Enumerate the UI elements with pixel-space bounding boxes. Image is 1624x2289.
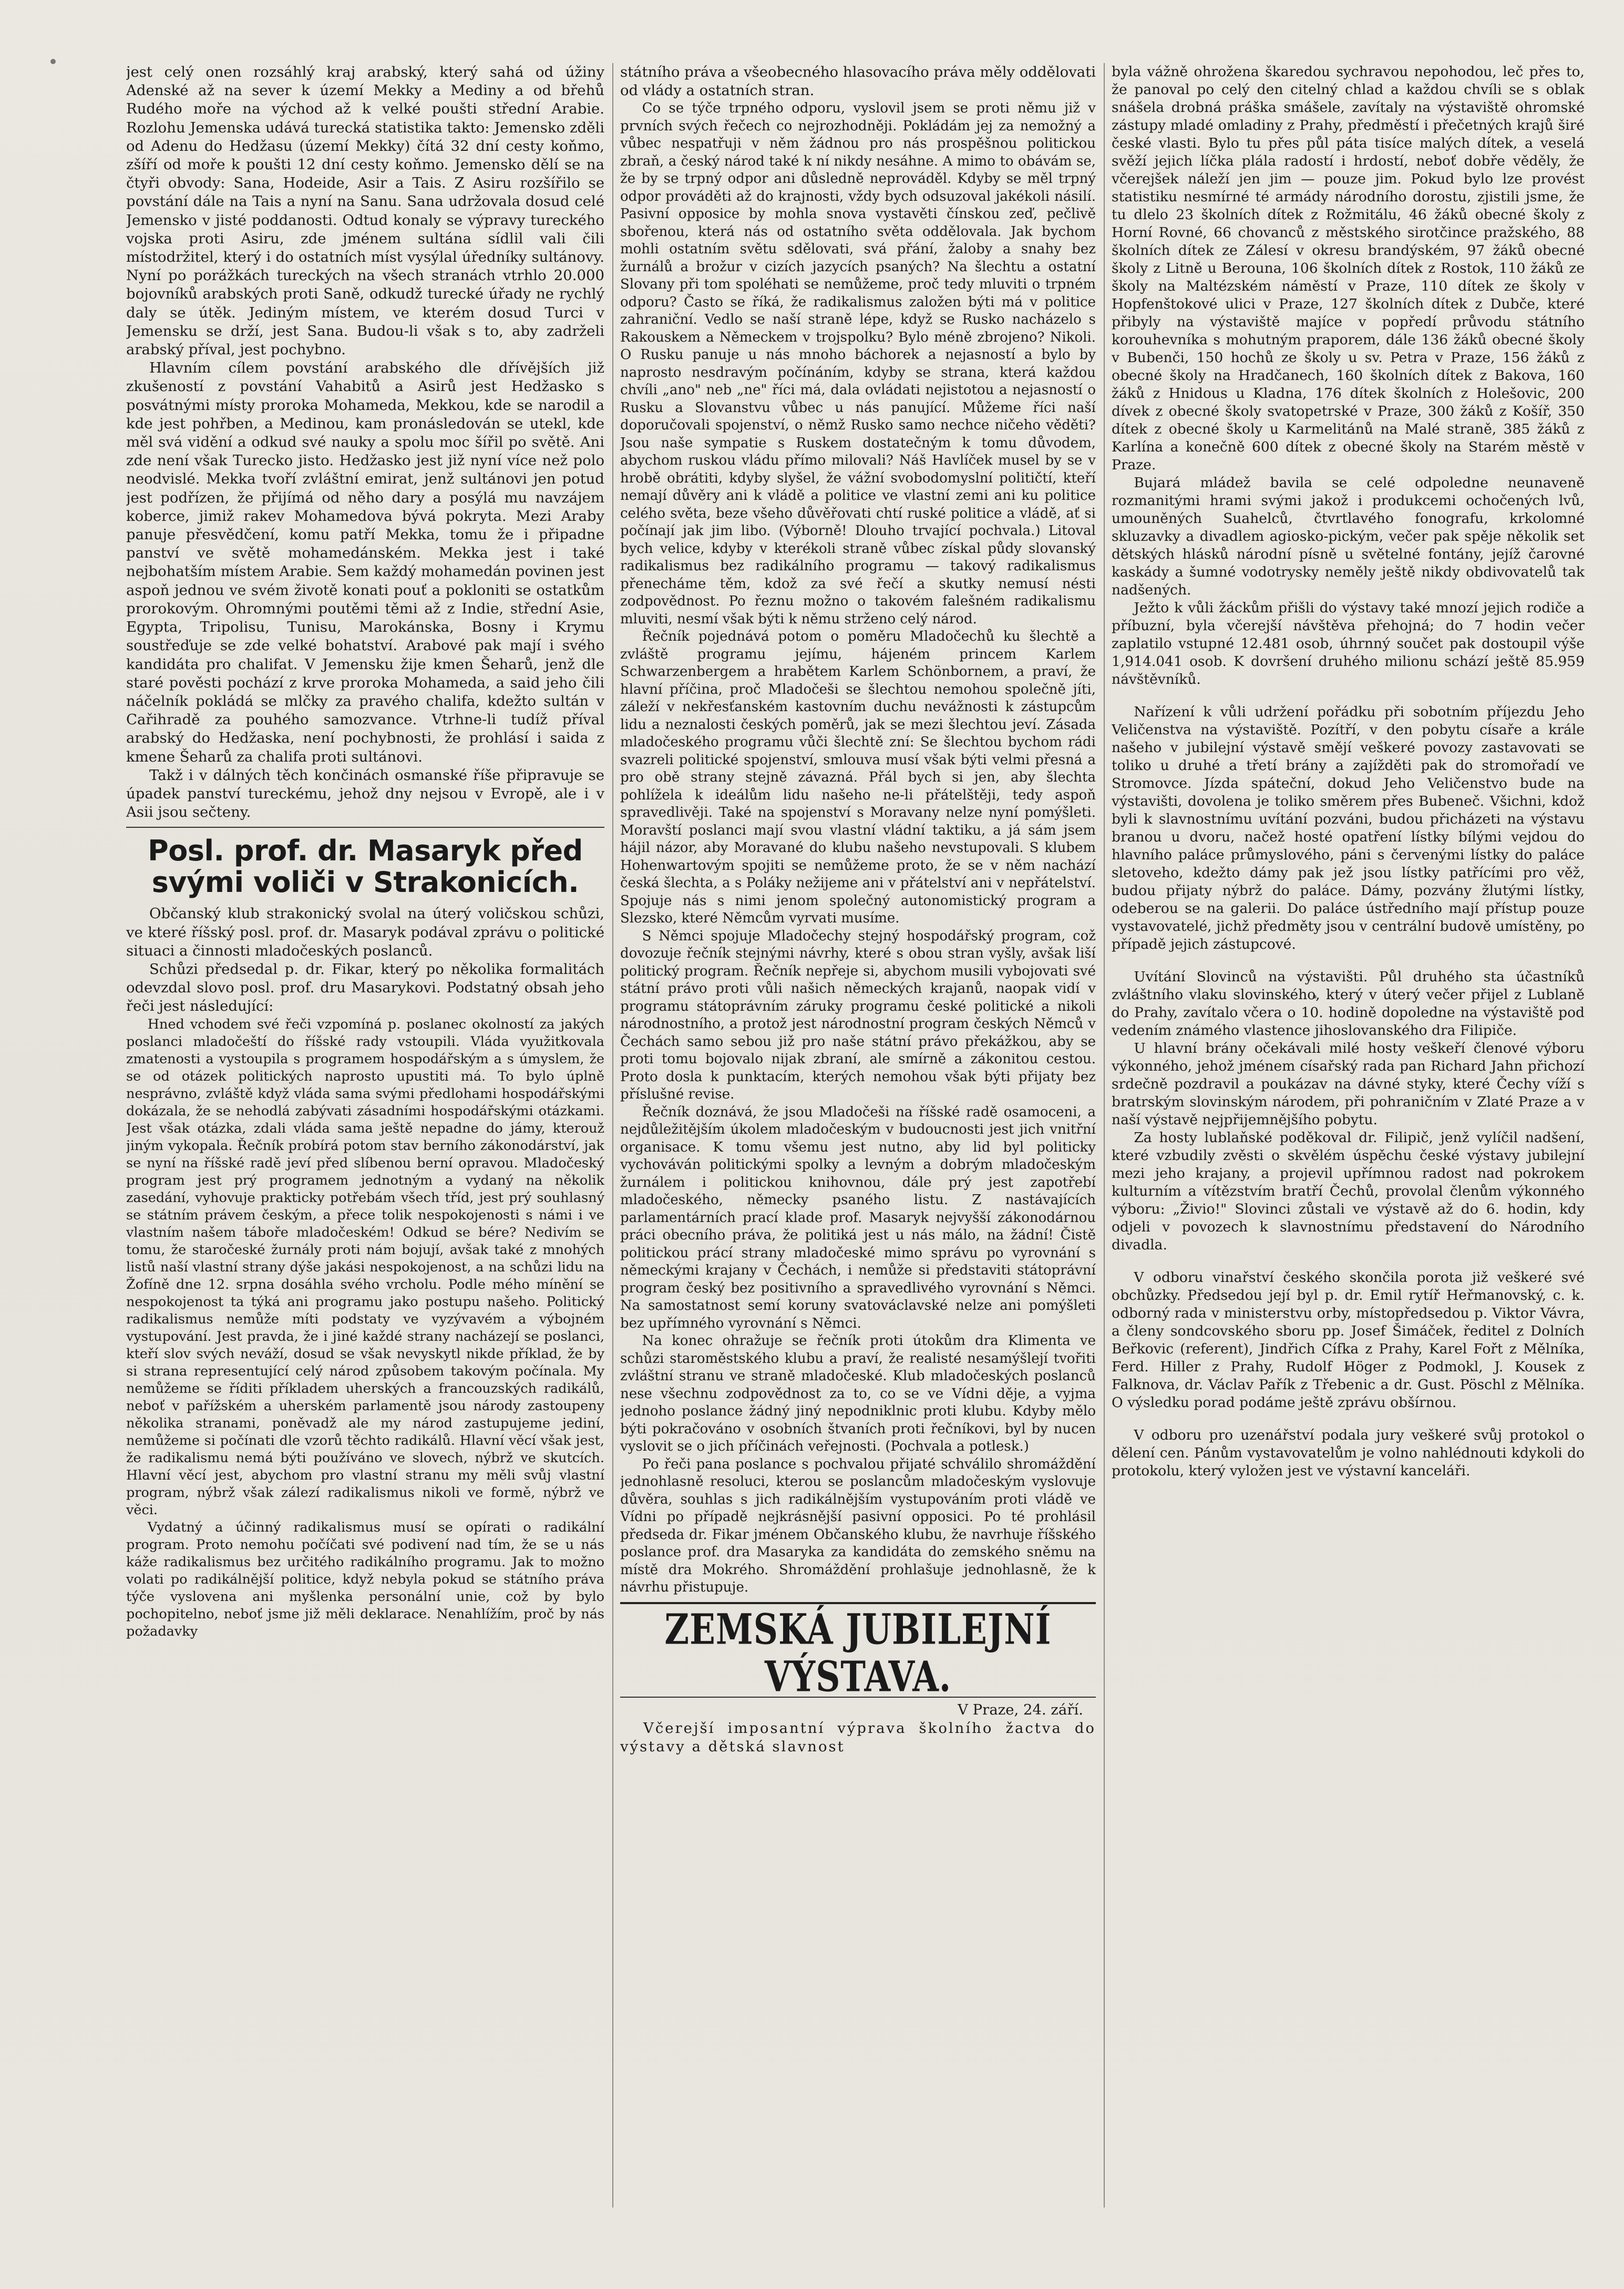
- article-paragraph: Bujará mládež bavila se celé odpoledne neunaveně rozmanitými hrami svými jakož i produkcemi ochočených lvů, umouněných Suahelců, čtvrtlavého fonografu, krkolomné skluzavky a divadlem agiosko-pickým, večer pak spěje několik set dětských hlásků národní písně u světelné fontány, jejíž čarovné kaskády a šumné vodotrysky neměly ještě nikdy obdivovatelů tak nadšených.: [1112, 475, 1585, 598]
- article-paragraph: Hned vchodem své řeči vzpomíná p. poslanec okolností za jakých poslanci mladočeští do říšské rady vstoupili. Vláda využitkovala zmatenosti a vystoupila s programem hospodářským a s úmyslem, že se od otázek politických naprosto upustiti má. To bylo úplně nesprávno, zvláště když vláda sama svými předlohami hospodářskými dokázala, že se nehodlá zabývati zásadními hospodářskými otázkami. Jest však otázka, zdali vláda sama ještě nepadne do jámy, kterouž jiným vykopala. Řečník probírá potom stav berního zákonodárství, jak se nyní na říšské radě jeví před slíbenou berní opravou. Mladočeský program jest prý programem jednotným a vydaný na několik zasedání, vyhovuje prakticky potřebám všech tříd, jest prý souhlasný se státním právem českým, a přece tolik nespokojenosti s námi i ve vlastním našem táboře mladočeském! Odkud se bére? Nedivím se tomu, že staročeské žurnály proti nám bojují, avšak také z mnohých listů naší vlastní strany dýše jakási nespokojenost, a na schůzi lidu na Žofíně dne 12. srpna dosáhla svého vrcholu. Podle mého mínění se nespokojenost ta týká ani programu jako postupu našeho. Politický radikalismus nemůže míti podstaty ve vyzývavém a výbojném vystupování. Jest pravda, že i jiné každé strany nacházejí se poslanci, kteří slov svých neváží, dosud se však nevyskytl nikde příklad, že by si strana representující celý národ způsobem takovým počínala. My nemůžeme se říditi příkladem uherských a francouzských radikálů, neboť v pařížském a uherském parlamentě jsou národy zastoupeny několika stranami, poněvadž ale my národ zastupujeme jediní, nemůžeme si počínati dle vzorů těchto radikálů. Hlavní věcí však jest, že radikalismu nemá býti používáno ve slovech, nýbrž ve skutcích. Hlavní věcí jest, abychom pro vlastní stranu my měli svůj vlastní program, nýbrž však zálezí radikalismus nikoli ve formě, nýbrž ve věci.: [126, 1016, 604, 1518]
- article-paragraph: státního práva a všeobecného hlasovacího práva měly oddělovati od vlády a ostatních stran.: [620, 64, 1096, 99]
- dateline: V Praze, 24. září.: [958, 1701, 1083, 1718]
- article-paragraph: V odboru pro uzenářství podala jury veškeré svůj protokol o dělení cen. Pánům vystavovatelům je volno nahlédnouti kdykoli do protokolu, který vyložen jest ve výstavní kanceláři.: [1112, 1427, 1585, 1479]
- stain-mark: [50, 59, 56, 64]
- article-paragraph: jest celý onen rozsáhlý kraj arabský, který sahá od úžiny Adenské až na sever k území Mekky a Mediny a od břehů Rudého moře na východ až k velké poušti střední Arabie. Rozlohu Jemenska udává turecká statistika takto: Jemensko zděli od Adenu do Hedžasu (území Mekky) čítá 32 dní cesty koňmo, zšíří od moře k poušti 12 dní cesty koňmo. Jemensko dělí se na čtyři obvody: Sana, Hodeide, Asir a Tais. Z Asiru rozšířilo se povstání dále na Tais a nyní na Sanu. Sana udržovala dosud celé Jemensko v jisté poddanosti. Odtud konaly se výpravy tureckého vojska proti Asiru, zde jménem sultána sídlil vali čili místodržitel, který i do ostatních míst vysýlal úředníky sultánovy. Nyní po porážkách tureckých na všech stranách vtrhlo 20.000 bojovníků arabských proti Saně, odkudž turecké úřady ne rychlý daly se útěk. Jediným místem, ve kterém dosud Turci v Jemensku se drží, jest Sana. Budou-li však s to, aby zadrželi arabský příval, jest pochybno.: [126, 64, 604, 358]
- article-paragraph: Hlavním cílem povstání arabského dle dřívějších již zkušeností z povstání Vahabitů a Asirů jest Hedžasko s posvátnými místy proroka Mohameda, Mekkou, kde se narodil a kde jest pohřben, a Medinou, kam pronásledován se utekl, kde měl svá vidění a odkud své nauky a spolu moc šířil po světě. Ani zde není však Turecko jisto. Hedžasko jest již nyní více než polo neodvislé. Mekka tvoří zvláštní emirat, jenž sultánovi jen potud jest podřízen, že přijímá od něho dary a posýlá mu navzájem koberce, jimiž rakev Mohamedova bývá pokryta. Mezi Araby panuje přesvědčení, komu patří Mekka, tomu že i připadne panství ve světě mohamedánském. Mekka jest i také nejbohatším místem Arabie. Sem každý mohamedán povinen jest aspoň jednou ve svém životě konati pouť a pokloniti se ostatkům prorokovým. Ohromnými poutěmi těmi až z Indie, střední Asie, Egypta, Tripolisu, Tunisu, Marokánska, Bosny i Krymu soustřeďuje se zde velké bohatství. Arabové pak mají i svého kandidáta pro chalifat. V Jemensku žije kmen Šeharů, jenž dle staré pověsti pochází z krve proroka Mohameda, a said jeho čili náčelník pokládá se mlčky za pravého chalifa, kdežto sultán v Cařihradě za pouhého samozvance. Vtrhne-li tudíž příval arabský do Hedžaska, není pochybnosti, že prohlásí i saida z kmene Šeharů za chalifa proti sultánovi.: [126, 360, 604, 765]
- article-paragraph: Nařízení k vůli udržení pořádku při sobotním příjezdu Jeho Veličenstva na výstaviště. Pozítří, v den pobytu císaře a krále našeho v jubilejní výstavě smějí veškeré povozy zastavovati se toliko u druhé a třetí brány a zajížděti pak do stromořadí ve Stromovce. Jízda spáteční, dokud Jeho Veličenstvo bude na výstavišti, dovolena je toliko směrem přes Bubeneč. Všichni, kdož byli k slavnostnímu uvítání pozváni, budou přicházeti na výstavu branou u dvoru, načež hosté opatření lístky bílými vejdou do hlavního paláce průmyslového, páni s červenými lístky do paláce sletoveho, kdežto dámy pak jež jsou lístky patřícími pro věž, budou přijaty nýbrž do paláce. Dámy, pozvány žlutými lístky, odeberou se na galerii. Do paláce ústředního mají přístup pouze vystavovatelé, jichž předměty jsou v centrální budově umístěny, po případě jejich zástupcové.: [1112, 704, 1585, 952]
- article-paragraph: Řečník pojednává potom o poměru Mladočechů ku šlechtě a zvláště programu jejímu, hájeném princem Karlem Schwarzenbergem a hrabětem Karlem Schönbornem, a praví, že hlavní příčina, proč Mladočeši se šlechtou nemohou společně jíti, záleží v nekřesťanském kastovním duchu nevážnosti k zástupcům lidu a neznalosti českých poměrů, jak se mezi šlechtou jeví. Zásada mladočeského programu vůči šlechtě zní: Se šlechtou bychom rádi svazreli politické spojenství, smlouva musí však býti velmi přesná a pro obě strany stejně závazná. Přál bych si jen, aby šlechta pohlížela k ideálům lidu našeho ne-li přátelštěji, tedy aspoň spravedlivěji. Také na spojenství s Moravany nelze nyní pomýšleti. Moravští poslanci mají svou vlastní vládní taktiku, a já sám jsem hájil názor, aby Moravané do klubu našeho nevstupovali. S klubem Hohenwartovým spojiti se nemůžeme proto, že se v něm nachází česká šlechta, a s Poláky nežijeme ani v přátelství ani v nepřátelství. Spojuje nás s nimi jenom společný autonomistický program a Slezsko, které Němcům vyrvati musíme.: [620, 629, 1096, 927]
- article-paragraph: Za hosty lublaňské poděkoval dr. Filipič, jenž vylíčil nadšení, které vzbudily zvěsti o skvělém úspěchu české výstavy jubilejní mezi jeho krajany, a projevil upřímnou radost nad pokrokem kulturním a vítězstvím bratří Čechů, provolal členům výkonného výboru: „Živio!" Slovinci zůstali ve výstavě až do 6. hodin, kdy odjeli v povozech k slavnostnímu představení do Národního divadla.: [1112, 1130, 1585, 1253]
- article-headline: Posl. prof. dr. Masaryk před svými voliči v Strakonicích.: [148, 834, 583, 899]
- article-paragraph: Vydatný a účinný radikalismus musí se opírati o radikální program. Proto nemohu počíčati své podivení nad tím, že se u nás káže radikalismus bez určitého radikálního programu. Jak to možno volati po radikálnější politice, když nebyla pokud se státního práva týče vyslovena ani myšlenka personální unie, což by bylo pochopitelno, neboť jsme již měli deklarace. Nenahlížím, proč by nás požadavky: [126, 1519, 604, 1639]
- section-banner: ZEMSKÁ JUBILEJNÍ VÝSTAVA.: [664, 1605, 1052, 1702]
- article-paragraph: V odboru vinařství českého skončila porota již veškeré své obchůzky. Předsedou její byl p. dr. Emil rytíř Heřmanovský, c. k. odborný rada v ministerstvu orby, místopředsedou p. Viktor Vávra, a členy sondcovského sboru pp. Josef Šimáček, ředitel z Dolních Beřkovic (referent), Jindřich Cífka z Prahy, Karel Fořt z Mělníka, Ferd. Hiller z Prahy, Rudolf Höger z Podmokl, J. Kousek z Falknova, dr. Václav Pařík z Třebenic a dr. Gust. Pöschl z Mělníka. O výsledku porad podáme ještě zprávu obšírnou.: [1112, 1269, 1585, 1411]
- column-divider: [612, 63, 613, 2208]
- article-paragraph: Takž i v dálných těch končinách osmanské říše připravuje se úpadek panství tureckému, jehož dny nejsou v Evropě, ale i v Asii jsou sečteny.: [126, 766, 604, 821]
- article-paragraph: Na konec ohražuje se řečník proti útokům dra Klimenta ve schůzi staroměstského klubu a praví, že realisté nesamýšlejí tvořiti zvláštní stranu ve straně mladočeské. Klub mladočeských poslanců nese všechnu zodpovědnost za to, co se ve Vídni děje, a vyjma jednoho poslance žádný jiný nepodniklnic proti klubu. Kdyby mělo býti pokračováno v osobních štvaních proti řečníkovi, byl by nucen vyslovit se o jich příčinách veřejnosti. (Pochvala a potlesk.): [620, 1333, 1096, 1455]
- column-divider: [1104, 63, 1105, 2208]
- article-paragraph: byla vážně ohrožena škaredou sychravou nepohodou, leč přes to, že panoval po celý den citelný chlad a každou chvíli se s oblak snášela drobná práška smášele, zavítaly na výstaviště ohromské zástupy mladé omladiny z Prahy, předměstí i přečetných krajů širé české vlasti. Bylo tu přes půl páta tisíce malých dítek, a veselá svěží jejich líčka plála radostí i hrdostí, neboť dobře věděly, že včerejšek náleží jen jim — pouze jim. Pokud bylo lze provést statistiku nesmírné té armády národního dorostu, zjistili jsme, že tu dlelo 23 školních dítek z Rožmitálu, 46 žáků obecné školy z Horní Rovné, 66 chovanců z městského sirotčince pražského, 88 školních dítek ze Zálesí v okresu brandýském, 97 žáků obecné školy z Litně u Berouna, 106 školních dítek z Rostok, 110 žáků ze školy na Maltézském náměstí v Praze, 110 dítek ze školy v Hopfenštokové ulici v Praze, 127 školních dítek z Dubče, které přibyly na výstaviště majíce v popředí průvodu státního korouhevníka s mohutným praporem, dále 136 žáků obecné školy v Bubenči, 150 hochů ze školy u sv. Petra v Praze, 156 žáků z obecné školy na Hradčanech, 160 školních dítek z Bakova, 160 žáků z Hnidous u Kladna, 176 dítek školních z Holešovic, 200 dívek z obecné školy svatopetrské v Praze, 300 žáků z Košíř, 350 dítek z obecné školy u Karmelitánů na Malé straně, 385 žáků z Karlína a konečně 600 dítek z obecné školy na Starém městě v Praze.: [1112, 64, 1585, 473]
- article-paragraph: Řečník doznává, že jsou Mladočeši na říšské radě osamoceni, a nejdůležitějším úkolem mladočeským v budoucnosti jest jich vnitřní organisace. K tomu všemu jest nutno, aby lid byl politicky vychováván politickými spolky a levným a dobrým mladočeským žurnálem i politickou knihovnou, dále prý jest zapotřebí mladočeského, německy psaného listu. Z nastávajících parlamentárních prací klade prof. Masaryk nejvyšší zákonodárnou práci obecního práva, že politiká jest u nás málo, na žádní! Čistě politickou prácí strany mladočeské mimo správu po vyrovnání s německými krajany v Čechách, i nemůže si představiti státoprávní program český bez positivního a spravedlivého vyrovnání s Němci. Na samostatnost semí koruny svatováclavské nelze ani pomýšleti bez upřímného vyrovnání s Němci.: [620, 1104, 1096, 1331]
- article-paragraph: Po řeči pana poslance s pochvalou přijaté schválilo shromáždění jednohlasně resoluci, kterou se poslancům mladočeským vyslovuje důvěra, souhlas s jich radikálnějším vystupováním proti vládě ve Vídni po případě nejkrásnější pasivní opposici. Po té prohlásil předseda dr. Fikar jménem Občanského klubu, že navrhuje říšského poslance prof. dra Masaryka za kandidáta do zemského sněmu na místě dra Mokrého. Shromáždění prohlašuje jednohlasně, že k návrhu přistupuje.: [620, 1456, 1096, 1596]
- article-paragraph: Občanský klub strakonický svolal na úterý voličskou schůzi, ve které říšský posl. prof. dr. Masaryk podával zprávu o politické situaci a činnosti mladočeských poslanců.: [126, 905, 604, 959]
- article-paragraph: S Němci spojuje Mladočechy stejný hospodářský program, což dovozuje řečník stejnými návrhy, které s obou stran vyšly, avšak liší politický program. Řečník nepřeje si, abychom musili vybojovati své státní právo proti vůli našich německých krajanů, naopak vidí v programu státoprávním záruky programu české politické a nikoli národnostního, a protož jest národnostní program českých Němců v Čechách samo sebou již pro naše státní právo překážkou, aby se proti tomu bojovalo nijak zbraní, ale smírně a zákonitou cestou. Proto dosla k punktacím, kterých nemohou však býti přijaty bez příslušné revise.: [620, 928, 1096, 1103]
- article-paragraph: Schůzi předsedal p. dr. Fikar, který po několika formalitách odevzdal slovo posl. prof. dru Masarykovi. Podstatný obsah jeho řeči jest následující:: [126, 960, 604, 1015]
- column-3: [1112, 63, 1585, 2239]
- section-rule: [126, 827, 604, 828]
- column-1: [126, 63, 604, 2239]
- article-paragraph: Uvítání Slovinců na výstavišti. Půl druhého sta účastníků zvláštního vlaku slovinského, který v úterý večer přijel z Lublaně do Prahy, zavítalo včera o 10. hodině dopoledne na výstaviště pod vedením známého vlastence jihoslovanského dra Filipiče.: [1112, 969, 1585, 1039]
- article-paragraph: Včerejší imposantní výprava školního žactva do výstavy a dětská slavnost: [620, 1720, 1096, 1756]
- section-rule: [620, 1602, 1096, 1604]
- article-paragraph: Ježto k vůli žáckům přišli do výstavy také mnozí jejich rodiče a příbuzní, byla včerejší návštěva přehojná; do 7 hodin večer zaplatilo vstupné 12.481 osob, úhrnný součet pak dostoupil výše 1,914.041 osob. K dovršení druhého milionu schází ještě 85.959 návštěvníků.: [1112, 600, 1585, 687]
- article-paragraph: Co se týče trpného odporu, vyslovil jsem se proti němu již v prvních svých řečech co nejrozhodněji. Pokládám jej za nemožný a vůbec nespatřuji v něm žádnou pro nás prospěšnou politickou zbraň, a český národ také k ní nikdy nesáhne. A mimo to obávám se, že by se trpný odpor ani důsledně neprováděl. Kdyby se měl trpný odpor prováděti až do krajnosti, vždy bych odsuzoval jakékoli násilí. Pasivní opposice by mohla snova vystavěti čínskou zeď, pečlivě sbořenou, která nás od ostatního světa oddělovala. Jak bychom mohli ostatním světu sdělovati, svá přání, žaloby a snahy bez žurnálů a brožur v cizích jazycích psaných? Na šlechtu a ostatní Slovany při tom spoléhati se nemůžeme, proč tedy mluviti o trpném odporu? Často se říká, že radikalismus založen býti má v politice zahraniční. Vedlo se naší straně lépe, když se Rusko nacházelo s Rakouskem a Německem v trojspolku? Bylo méně zbrojeno? Nikoli. O Rusku panuje u nás mnoho báchorek a nejasností a bylo by naprosto nesdravým počínáním, kdyby se strana, která každou chvíli „ano" neb „ne" říci má, dala ovládati nejistotou a nejasností o Rusku a Slovanstvu vůbec u nás panující. Můžeme říci naší doporučovali spojenství, o němž Rusko samo nechce ničeho věděti? Jsou naše sympatie s Ruskem dostatečným k tomu důvodem, abychom ruskou vládu přímo milovali? Náš Havlíček musel by se v hrobě obrátiti, kdyby slyšel, že vážní svobodomyslní političtí, kteří nemají důvěry ani k vládě a politice ve vlastní zemi ani ku politice celého světa, beze všeho důvěřovati chtí ruské politice a vládě, ať si počínají jak jim libo. (Výborně! Dlouho trvající pochvala.) Litoval bych velice, kdyby v kterékoli straně vůbec získal půdy slovanský radikalismus bez radikálního programu — takový radikalismus přenecháme těm, kdož za své řečí a skutky nemusí nésti zodpovědnost. Po řeznu možno o takovém falešném radikalismu mluviti, nesmí však býti k němu strženo celý národ.: [620, 100, 1096, 627]
- column-2: [620, 63, 1096, 2239]
- article-paragraph: U hlavní brány očekávali milé hosty veškeří členové výboru výkonného, jehož jménem císařský rada pan Richard Jahn přichozí srdečně pozdravil a poukázav na dávné styky, které Čechy víží s bratrským slovinským národem, při pohraničním v Zlaté Praze a v naší výstavě nejpřijemnějšího pobytu.: [1112, 1040, 1585, 1128]
